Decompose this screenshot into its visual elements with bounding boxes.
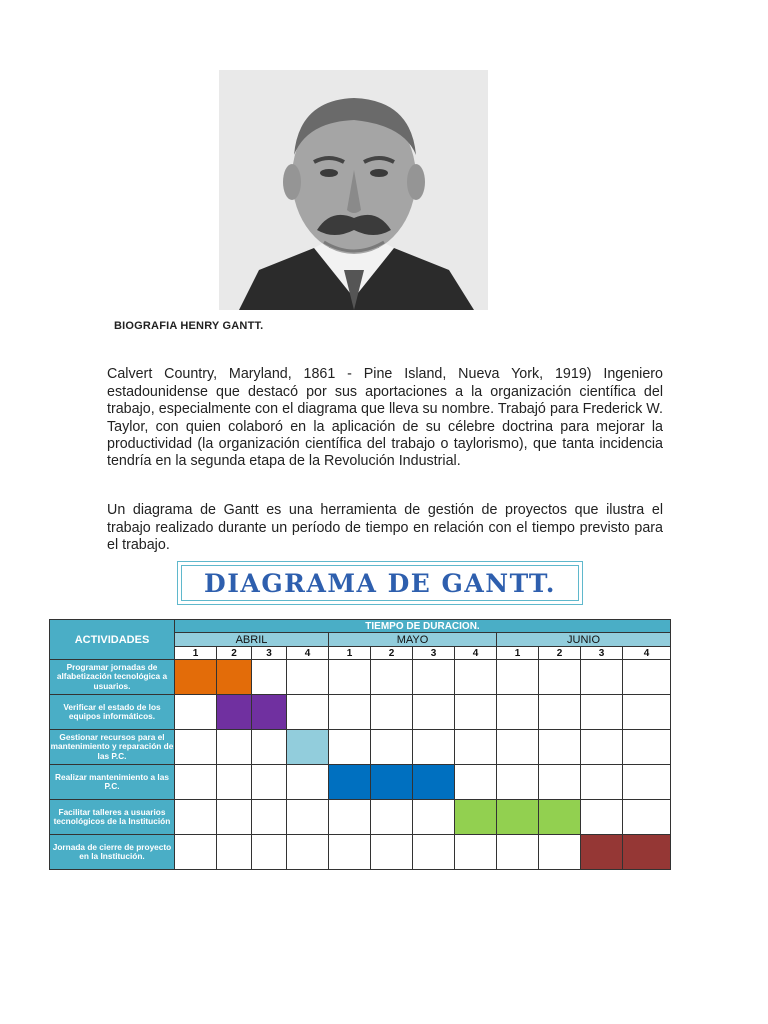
empty-cell [252, 800, 287, 835]
empty-cell [581, 660, 623, 695]
week-header: 3 [581, 647, 623, 660]
activity-label: Gestionar recursos para el mantenimiento y reparación de las P.C. [50, 730, 175, 765]
empty-cell [329, 800, 371, 835]
gantt-bar-cell [287, 730, 329, 765]
portrait-photo [219, 70, 488, 310]
empty-cell [539, 765, 581, 800]
banner-inner-frame [181, 565, 579, 601]
empty-cell [497, 835, 539, 870]
empty-cell [413, 695, 455, 730]
gantt-bar-cell [413, 765, 455, 800]
empty-cell [329, 730, 371, 765]
week-header: 1 [175, 647, 217, 660]
empty-cell [287, 765, 329, 800]
empty-cell [623, 695, 671, 730]
gantt-bar-cell [539, 800, 581, 835]
week-header: 4 [623, 647, 671, 660]
month-header: JUNIO [497, 633, 671, 647]
gantt-bar-cell [175, 660, 217, 695]
gantt-table [49, 619, 671, 870]
gantt-bar-cell [371, 765, 413, 800]
gantt-bar-cell [329, 765, 371, 800]
empty-cell [497, 765, 539, 800]
month-header: MAYO [329, 633, 497, 647]
empty-cell [581, 730, 623, 765]
empty-cell [539, 660, 581, 695]
gantt-definition-paragraph: Un diagrama de Gantt es una herramienta de gestión de proyectos que ilustra el trabajo realizado durante un período de tiempo en relación con el tiempo previsto para el trabajo. [107, 502, 663, 554]
activity-label: Jornada de cierre de proyecto en la Institución. [50, 835, 175, 870]
empty-cell [329, 835, 371, 870]
empty-cell [413, 660, 455, 695]
empty-cell [497, 660, 539, 695]
empty-cell [413, 730, 455, 765]
biography-paragraph: Calvert Country, Maryland, 1861 - Pine Island, Nueva York, 1919) Ingeniero estadounidense que destacó por sus aportaciones a la organización científica del trabajo, especialmente con el diagrama que lleva su nombre. Trabajó para Frederick W. Taylor, con quien colaboró en la aplicación de su célebre doctrina para mejorar la productividad (la organización científica del trabajo o taylorismo), que tanta incidencia tendría en la segunda etapa de la Revolución Industrial. [107, 366, 663, 470]
empty-cell [175, 835, 217, 870]
empty-cell [287, 835, 329, 870]
week-header: 4 [455, 647, 497, 660]
gantt-bar-cell [581, 835, 623, 870]
time-header: TIEMPO DE DURACION. [175, 620, 671, 633]
empty-cell [623, 800, 671, 835]
empty-cell [413, 800, 455, 835]
empty-cell [581, 695, 623, 730]
week-header: 3 [413, 647, 455, 660]
activity-label: Verificar el estado de los equipos informáticos. [50, 695, 175, 730]
empty-cell [175, 800, 217, 835]
biography-title: BIOGRAFIA HENRY GANTT. [114, 320, 264, 332]
week-header: 1 [497, 647, 539, 660]
empty-cell [329, 695, 371, 730]
gantt-bar-cell [217, 695, 252, 730]
week-header: 1 [329, 647, 371, 660]
activity-label: Programar jornadas de alfabetización tecnológica a usuarios. [50, 660, 175, 695]
activity-label: Realizar mantenimiento a las P.C. [50, 765, 175, 800]
empty-cell [252, 835, 287, 870]
empty-cell [623, 765, 671, 800]
empty-cell [217, 835, 252, 870]
gantt-banner [177, 561, 583, 605]
gantt-bar-cell [252, 695, 287, 730]
empty-cell [371, 730, 413, 765]
empty-cell [329, 660, 371, 695]
empty-cell [287, 695, 329, 730]
week-header: 2 [539, 647, 581, 660]
table-row [50, 800, 671, 835]
gantt-bar-cell [497, 800, 539, 835]
empty-cell [252, 765, 287, 800]
empty-cell [581, 800, 623, 835]
empty-cell [371, 800, 413, 835]
empty-cell [217, 800, 252, 835]
empty-cell [455, 695, 497, 730]
empty-cell [455, 765, 497, 800]
empty-cell [455, 660, 497, 695]
empty-cell [287, 660, 329, 695]
week-header: 2 [371, 647, 413, 660]
empty-cell [455, 730, 497, 765]
week-header: 3 [252, 647, 287, 660]
empty-cell [623, 730, 671, 765]
empty-cell [623, 660, 671, 695]
empty-cell [371, 835, 413, 870]
empty-cell [497, 695, 539, 730]
empty-cell [175, 695, 217, 730]
gantt-bar-cell [217, 660, 252, 695]
empty-cell [497, 730, 539, 765]
empty-cell [175, 765, 217, 800]
empty-cell [371, 660, 413, 695]
week-header: 4 [287, 647, 329, 660]
empty-cell [539, 695, 581, 730]
table-row [50, 765, 671, 800]
table-row [50, 660, 671, 695]
month-header: ABRIL [175, 633, 329, 647]
empty-cell [287, 800, 329, 835]
week-header: 2 [217, 647, 252, 660]
empty-cell [371, 695, 413, 730]
table-row [50, 835, 671, 870]
table-row [50, 730, 671, 765]
gantt-bar-cell [623, 835, 671, 870]
empty-cell [539, 730, 581, 765]
activities-header: ACTIVIDADES [50, 620, 175, 660]
banner-title: DIAGRAMA DE GANTT. [204, 568, 556, 598]
empty-cell [252, 730, 287, 765]
activity-label: Facilitar talleres a usuarios tecnológicos de la Institución [50, 800, 175, 835]
empty-cell [581, 765, 623, 800]
gantt-bar-cell [455, 800, 497, 835]
table-row [50, 695, 671, 730]
empty-cell [217, 765, 252, 800]
empty-cell [413, 835, 455, 870]
empty-cell [175, 730, 217, 765]
empty-cell [455, 835, 497, 870]
empty-cell [217, 730, 252, 765]
empty-cell [539, 835, 581, 870]
empty-cell [252, 660, 287, 695]
